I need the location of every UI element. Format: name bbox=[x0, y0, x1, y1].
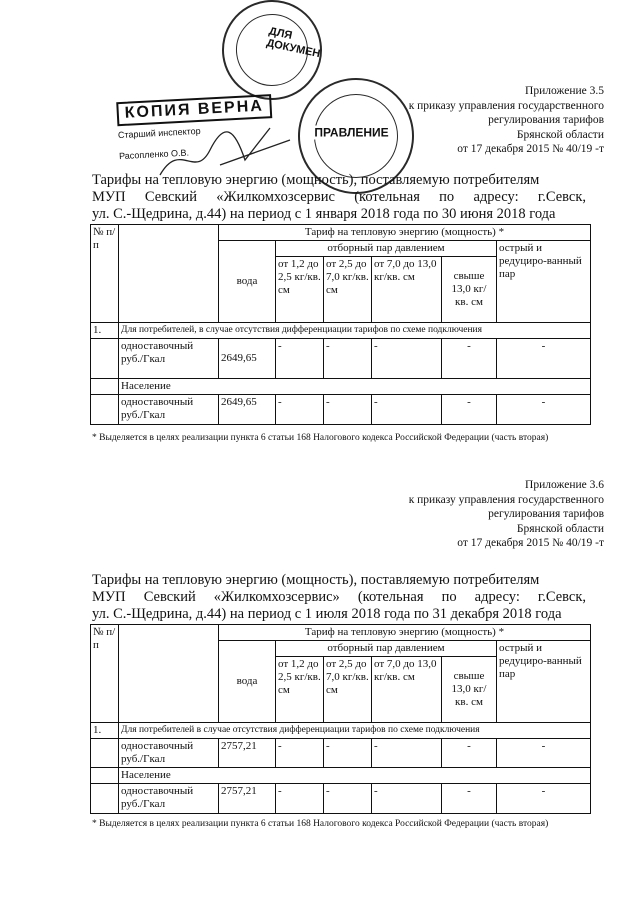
rate-value-water: 2649,65 bbox=[219, 339, 276, 379]
title-line: ул. С.-Щедрина, д.44) на период с 1 января 2018 года по 30 июня 2018 года bbox=[92, 206, 556, 222]
tariff-title-1 bbox=[92, 172, 586, 223]
row-number-blank bbox=[91, 784, 119, 814]
rate-dash: - bbox=[324, 339, 372, 379]
appendix-line: регулирования тарифов bbox=[488, 114, 604, 126]
title-line: МУП Севский «Жилкомхозсервис (котельная по адресу: г.Севск, bbox=[92, 189, 586, 205]
footnote-1: * Выделяется в целях реализации пункта 6 статьи 168 Налогового кодекса Российской Федерации (часть вторая) bbox=[92, 433, 549, 443]
tariff-table-1 bbox=[90, 224, 591, 425]
header-water: вода bbox=[219, 241, 276, 323]
appendix-line: Брянской области bbox=[516, 128, 604, 141]
rate-dash: - bbox=[372, 339, 442, 379]
rate-dash: - bbox=[276, 784, 324, 814]
appendix-header-1 bbox=[409, 84, 604, 157]
header-steam-range: от 1,2 до 2,5 кг/кв. см bbox=[276, 657, 324, 723]
rate-dash: - bbox=[324, 784, 372, 814]
appendix-line: от 17 декабря 2015 № 40/19 -т bbox=[457, 537, 604, 549]
tariff-title-2 bbox=[92, 572, 586, 623]
appendix-line: регулирования тарифов bbox=[488, 508, 604, 520]
round-stamp-top bbox=[216, 0, 329, 106]
rate-dash: - bbox=[442, 739, 497, 768]
copy-stamp-title: КОПИЯ ВЕРНА bbox=[116, 94, 272, 126]
row-group-label: Для потребителей в случае отсутствия дифференциации тарифов по схеме подключения bbox=[119, 723, 591, 739]
row-number: 1. bbox=[91, 723, 119, 739]
header-steam-range: свыше 13,0 кг/ кв. см bbox=[442, 257, 497, 323]
header-steam: отборный пар давлением bbox=[276, 241, 497, 257]
row-number-blank bbox=[91, 768, 119, 784]
header-number: № п/п bbox=[91, 625, 119, 723]
title-line: МУП Севский «Жилкомхозсервис» (котельная по адресу: г.Севск, bbox=[92, 589, 586, 605]
population-label: Население bbox=[119, 768, 591, 784]
header-steam: отборный пар давлением bbox=[276, 641, 497, 657]
appendix-line: к приказу управления государственного bbox=[408, 493, 604, 506]
rate-dash: - bbox=[372, 784, 442, 814]
rate-dash: - bbox=[372, 739, 442, 768]
row-number-blank bbox=[91, 395, 119, 425]
title-line: Тарифы на тепловую энергию (мощность), поставляемую потребителям bbox=[92, 572, 540, 588]
appendix-header-2 bbox=[409, 478, 604, 551]
row-group-label: Для потребителей, в случае отсутствия дифференциации тарифов по схеме подключения bbox=[119, 323, 591, 339]
rate-dash: - bbox=[324, 739, 372, 768]
rate-value-water: 2649,65 bbox=[219, 395, 276, 425]
appendix-number: Приложение 3.5 bbox=[525, 85, 604, 97]
round-stamp-main-text: ПРАВЛЕНИЕ bbox=[314, 125, 389, 140]
header-sharp-steam: острый и редуциро-ванный пар bbox=[497, 641, 591, 723]
header-sharp-steam: острый и редуциро-ванный пар bbox=[497, 241, 591, 323]
row-number: 1. bbox=[91, 323, 119, 339]
rate-label: одноставочный руб./Гкал bbox=[119, 739, 219, 768]
population-label: Население bbox=[119, 379, 591, 395]
rate-value-water: 2757,21 bbox=[219, 784, 276, 814]
header-blank bbox=[119, 225, 219, 323]
rate-dash: - bbox=[442, 395, 497, 425]
rate-dash: - bbox=[497, 395, 591, 425]
header-steam-range: от 2,5 до 7,0 кг/кв. см bbox=[324, 657, 372, 723]
header-steam-range: от 2,5 до 7,0 кг/кв. см bbox=[324, 257, 372, 323]
appendix-line: Брянской области bbox=[516, 522, 604, 535]
rate-label: одноставочный руб./Гкал bbox=[119, 784, 219, 814]
rate-dash: - bbox=[497, 739, 591, 768]
rate-dash: - bbox=[497, 339, 591, 379]
header-steam-range: от 1,2 до 2,5 кг/кв. см bbox=[276, 257, 324, 323]
appendix-line: от 17 декабря 2015 № 40/19 -т bbox=[457, 143, 604, 155]
title-line: Тарифы на тепловую энергию (мощность), поставляемую потребителям bbox=[92, 172, 540, 188]
rate-value-water: 2757,21 bbox=[219, 739, 276, 768]
rate-dash: - bbox=[442, 784, 497, 814]
header-water: вода bbox=[219, 641, 276, 723]
rate-dash: - bbox=[276, 739, 324, 768]
row-number-blank bbox=[91, 739, 119, 768]
rate-dash: - bbox=[276, 339, 324, 379]
header-tariff: Тариф на тепловую энергию (мощность) * bbox=[219, 625, 591, 641]
rate-dash: - bbox=[372, 395, 442, 425]
row-number-blank bbox=[91, 379, 119, 395]
header-steam-range: свыше 13,0 кг/ кв. см bbox=[442, 657, 497, 723]
rate-dash: - bbox=[276, 395, 324, 425]
copy-stamp-position: Старший инспектор bbox=[117, 125, 201, 141]
rate-dash: - bbox=[324, 395, 372, 425]
header-blank bbox=[119, 625, 219, 723]
appendix-line: к приказу управления государственного bbox=[408, 99, 604, 112]
title-line: ул. С.-Щедрина, д.44) на период с 1 июля 2018 года по 31 декабря 2018 года bbox=[92, 606, 562, 622]
round-stamp-top-text: ДЛЯ ДОКУМЕН bbox=[265, 25, 322, 61]
rate-label: одноставочный руб./Гкал bbox=[119, 339, 219, 379]
header-number: № п/п bbox=[91, 225, 119, 323]
copy-stamp-name: Расопленко О.В. bbox=[118, 147, 190, 162]
appendix-number: Приложение 3.6 bbox=[525, 479, 604, 491]
header-steam-range: от 7,0 до 13,0 кг/кв. см bbox=[372, 257, 442, 323]
row-number-blank bbox=[91, 339, 119, 379]
rate-dash: - bbox=[497, 784, 591, 814]
footnote-2: * Выделяется в целях реализации пункта 6 статьи 168 Налогового кодекса Российской Федерации (часть вторая) bbox=[92, 819, 549, 829]
header-tariff: Тариф на тепловую энергию (мощность) * bbox=[219, 225, 591, 241]
tariff-table-2 bbox=[90, 624, 591, 814]
rate-label: одноставочный руб./Гкал bbox=[119, 395, 219, 425]
rate-dash: - bbox=[442, 339, 497, 379]
header-steam-range: от 7,0 до 13,0 кг/кв. см bbox=[372, 657, 442, 723]
